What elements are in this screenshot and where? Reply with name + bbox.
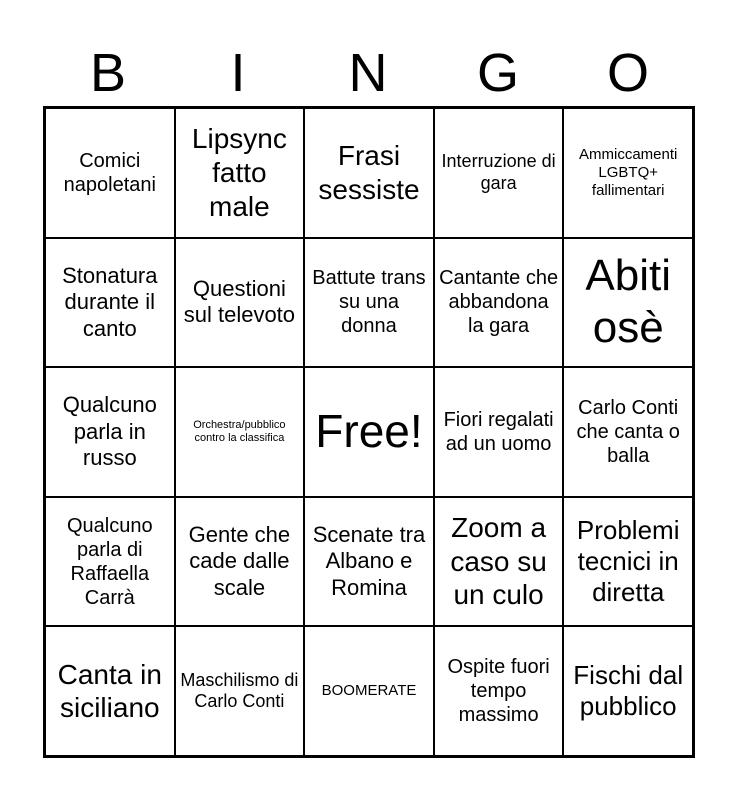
- bingo-cell[interactable]: Fischi dal pubblico: [563, 626, 693, 756]
- bingo-cell[interactable]: Problemi tecnici in diretta: [563, 497, 693, 627]
- bingo-cell[interactable]: Interruzione di gara: [434, 108, 564, 238]
- bingo-cell[interactable]: Scenate tra Albano e Romina: [304, 497, 434, 627]
- bingo-cell[interactable]: Lipsync fatto male: [175, 108, 305, 238]
- header-letter-n: N: [348, 43, 388, 103]
- header-letter-b: B: [89, 43, 127, 103]
- bingo-cell[interactable]: Carlo Conti che canta o balla: [563, 367, 693, 497]
- bingo-cell[interactable]: Ospite fuori tempo massimo: [434, 626, 564, 756]
- bingo-cell[interactable]: Qualcuno parla di Raffaella Carrà: [45, 497, 175, 627]
- bingo-cell[interactable]: Comici napoletani: [45, 108, 175, 238]
- bingo-cell[interactable]: Abiti osè: [563, 238, 693, 368]
- bingo-cell[interactable]: Battute trans su una donna: [304, 238, 434, 368]
- free-cell[interactable]: Free!: [304, 367, 434, 497]
- bingo-cell[interactable]: Frasi sessiste: [304, 108, 434, 238]
- bingo-cell[interactable]: Questioni sul televoto: [175, 238, 305, 368]
- header-letter-o: O: [606, 43, 649, 103]
- bingo-header: [43, 40, 693, 106]
- header-letter-g: G: [476, 43, 519, 103]
- bingo-cell[interactable]: Zoom a caso su un culo: [434, 497, 564, 627]
- bingo-cell[interactable]: Orchestra/pubblico contro la classifica: [175, 367, 305, 497]
- bingo-cell[interactable]: Stonatura durante il canto: [45, 238, 175, 368]
- bingo-grid: [43, 106, 695, 758]
- bingo-cell[interactable]: Fiori regalati ad un uomo: [434, 367, 564, 497]
- bingo-cell[interactable]: Canta in siciliano: [45, 626, 175, 756]
- header-letter-i: I: [230, 43, 246, 103]
- bingo-cell[interactable]: Ammiccamenti LGBTQ+ fallimentari: [563, 108, 693, 238]
- bingo-cell[interactable]: BOOMERATE: [304, 626, 434, 756]
- bingo-cell[interactable]: Qualcuno parla in russo: [45, 367, 175, 497]
- bingo-cell[interactable]: Cantante che abbandona la gara: [434, 238, 564, 368]
- bingo-cell[interactable]: Maschilismo di Carlo Conti: [175, 626, 305, 756]
- bingo-cell[interactable]: Gente che cade dalle scale: [175, 497, 305, 627]
